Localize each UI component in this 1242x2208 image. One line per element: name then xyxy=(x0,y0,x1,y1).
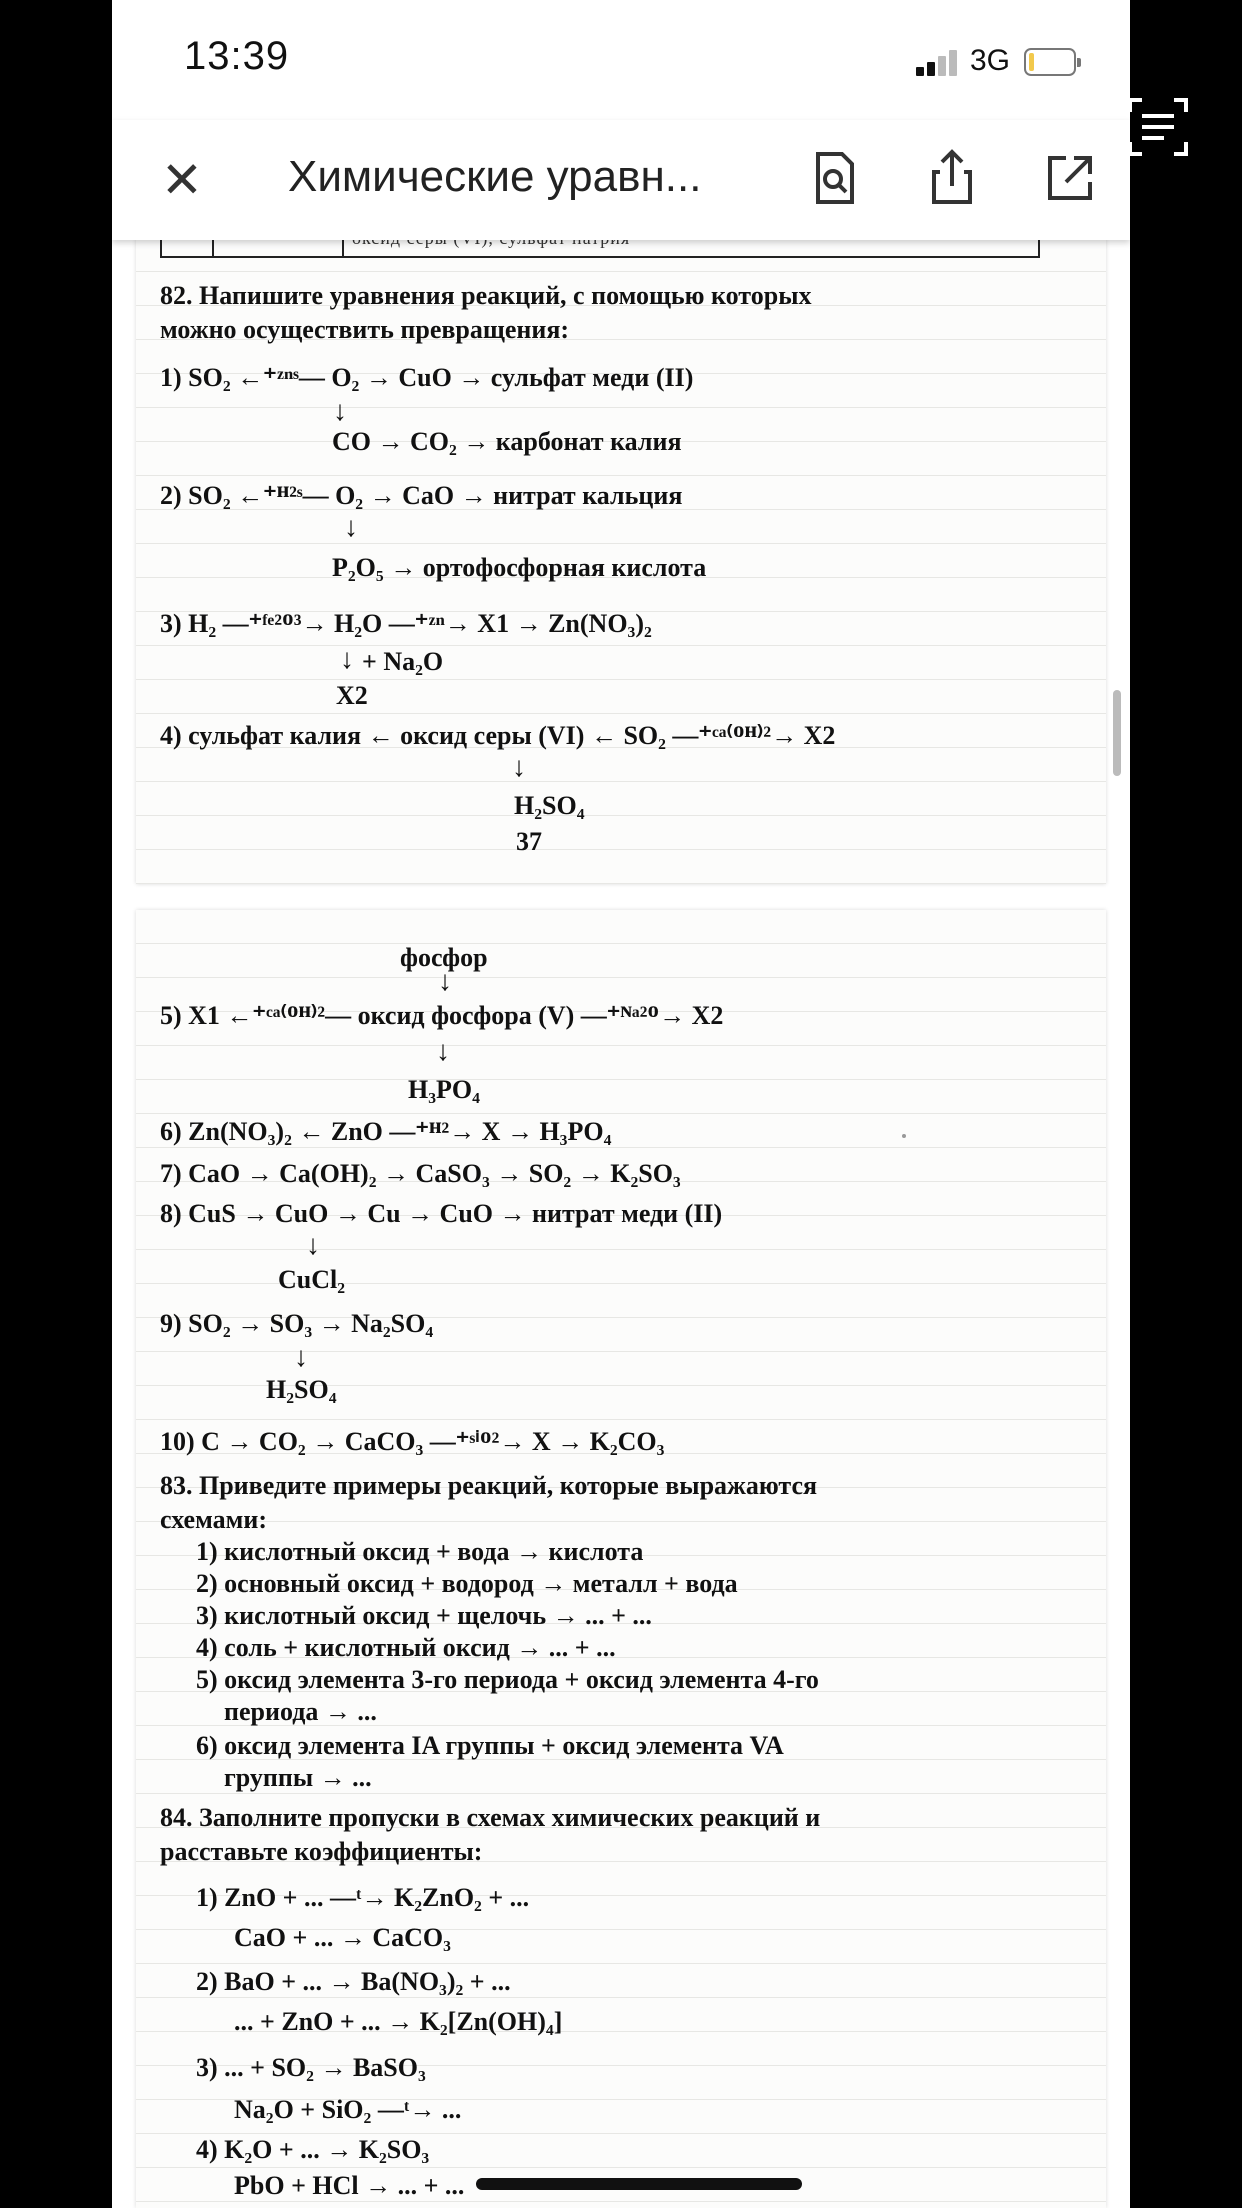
reaction-line: 3) H₂ —⁺ᶠᵉ²ᴼ³→ H₂O —⁺ᶻⁿ→ X1 → Zn(NO₃)₂ xyxy=(160,609,652,638)
reaction-product: H₃PO₄ xyxy=(408,1075,480,1104)
arrow-down-icon: ↓ xyxy=(438,966,452,997)
reaction-line: 7) CaO → Ca(OH)₂ → CaSO₃ → SO₂ → K₂SO₃ xyxy=(160,1159,681,1188)
signal-icon xyxy=(916,50,958,76)
scheme-item: 1) кислотный оксид + вода → кислота xyxy=(196,1537,644,1566)
status-bar xyxy=(112,0,1130,120)
arrow-down-icon: ↓ xyxy=(436,1036,450,1067)
task-84-heading: 84. Заполните пропуски в схемах химических реакций и xyxy=(160,1803,821,1832)
equation-line: 1) ZnO + ... —ᵗ→ K₂ZnO₂ + ... xyxy=(196,1883,530,1912)
reaction-product: CuCl₂ xyxy=(278,1265,346,1294)
equation-line: 2) BaO + ... → Ba(NO₃)₂ + ... xyxy=(196,1967,511,1996)
reaction-line: 1) SO₂ ←⁺ᶻⁿˢ— O₂ → CuO → сульфат меди (II) xyxy=(160,363,694,392)
scroll-handle[interactable] xyxy=(1113,690,1121,776)
reaction-line: 9) SO₂ → SO₃ → Na₂SO₄ xyxy=(160,1309,434,1338)
reaction-product: X2 xyxy=(336,681,368,710)
arrow-down-icon: ↓ xyxy=(333,396,347,427)
close-icon[interactable]: ✕ xyxy=(161,152,203,208)
scheme-item: 4) соль + кислотный оксид → ... + ... xyxy=(196,1633,616,1662)
page-number: 37 xyxy=(516,827,542,856)
task-82-heading: 82. Напишите уравнения реакций, с помощью которых xyxy=(160,281,812,310)
arrow-down-icon: ↓ xyxy=(294,1342,308,1373)
equation-line: PbO + HCl → ... + ... xyxy=(234,2171,465,2200)
home-indicator[interactable] xyxy=(476,2178,802,2190)
reaction-note: фосфор xyxy=(400,943,488,972)
reaction-line: P₂O₅ → ортофосфорная кислота xyxy=(332,553,707,582)
reaction-line: 2) SO₂ ←⁺ᴴ²ˢ— O₂ → CaO → нитрат кальция xyxy=(160,481,683,510)
text-recognition-icon[interactable] xyxy=(1126,96,1190,158)
document-toolbar xyxy=(112,120,1130,240)
task-83-heading: 83. Приведите примеры реакций, которые выражаются xyxy=(160,1471,818,1500)
scheme-item: 6) оксид элемента IA группы + оксид элемента VA xyxy=(196,1731,784,1760)
table-fragment xyxy=(160,238,1040,258)
scheme-item: 2) основный оксид + водород → металл + вода xyxy=(196,1569,738,1598)
reaction-line: CO → CO₂ → карбонат калия xyxy=(332,427,682,456)
reaction-line: 4) сульфат калия ← оксид серы (VI) ← SO₂ —⁺ᶜᵃ⁽ᴼᴴ⁾²→ X2 xyxy=(160,721,836,750)
scheme-item: 5) оксид элемента 3-го периода + оксид элемента 4-го xyxy=(196,1665,819,1694)
document-page-2 xyxy=(136,910,1106,2208)
reaction-product: H₂SO₄ xyxy=(266,1375,337,1404)
status-time: 13:39 xyxy=(184,34,290,78)
network-type: 3G xyxy=(970,44,1011,77)
equation-line: Na₂O + SiO₂ —ᵗ→ ... xyxy=(234,2095,462,2124)
equation-line: 4) K₂O + ... → K₂SO₃ xyxy=(196,2135,430,2164)
task-82-heading-cont: можно осуществить превращения: xyxy=(160,315,570,344)
arrow-down-icon: ↓ xyxy=(306,1230,320,1261)
open-external-icon[interactable] xyxy=(1038,146,1102,210)
scheme-item-cont: группы → ... xyxy=(224,1763,372,1792)
document-search-icon[interactable] xyxy=(802,146,866,210)
reaction-line: 5) X1 ←⁺ᶜᵃ⁽ᴼᴴ⁾²— оксид фосфора (V) —⁺ᴺᵃ²ᴼ→ X2 xyxy=(160,1001,724,1030)
battery-icon xyxy=(1024,48,1076,76)
equation-line: ... + ZnO + ... → K₂[Zn(OH)₄] xyxy=(234,2007,563,2036)
task-84-heading-cont: расставьте коэффициенты: xyxy=(160,1837,483,1866)
reaction-line: 8) CuS → CuO → Cu → CuO → нитрат меди (II) xyxy=(160,1199,723,1228)
arrow-down-icon: ↓ xyxy=(512,752,526,783)
equation-line: 3) ... + SO₂ → BaSO₃ xyxy=(196,2053,426,2082)
document-page-1 xyxy=(136,238,1106,884)
document-title: Химические уравн... xyxy=(288,152,702,201)
reaction-product: H₂SO₄ xyxy=(514,791,585,820)
arrow-down-icon: ↓ xyxy=(344,512,358,543)
reaction-note: + Na₂O xyxy=(362,647,444,676)
share-icon[interactable] xyxy=(920,146,984,210)
task-83-heading-cont: схемами: xyxy=(160,1505,267,1534)
reaction-line: 6) Zn(NO₃)₂ ← ZnO —⁺ᴴ²→ X → H₃PO₄ xyxy=(160,1117,612,1146)
scheme-item: 3) кислотный оксид + щелочь → ... + ... xyxy=(196,1601,652,1630)
scheme-item-cont: периода → ... xyxy=(224,1697,377,1726)
equation-line: CaO + ... → CaCO₃ xyxy=(234,1923,451,1952)
reaction-line: 10) C → CO₂ → CaCO₃ —⁺ˢⁱᴼ²→ X → K₂CO₃ xyxy=(160,1427,665,1456)
arrow-down-icon: ↓ xyxy=(340,644,354,675)
scan-artifact xyxy=(902,1134,906,1138)
